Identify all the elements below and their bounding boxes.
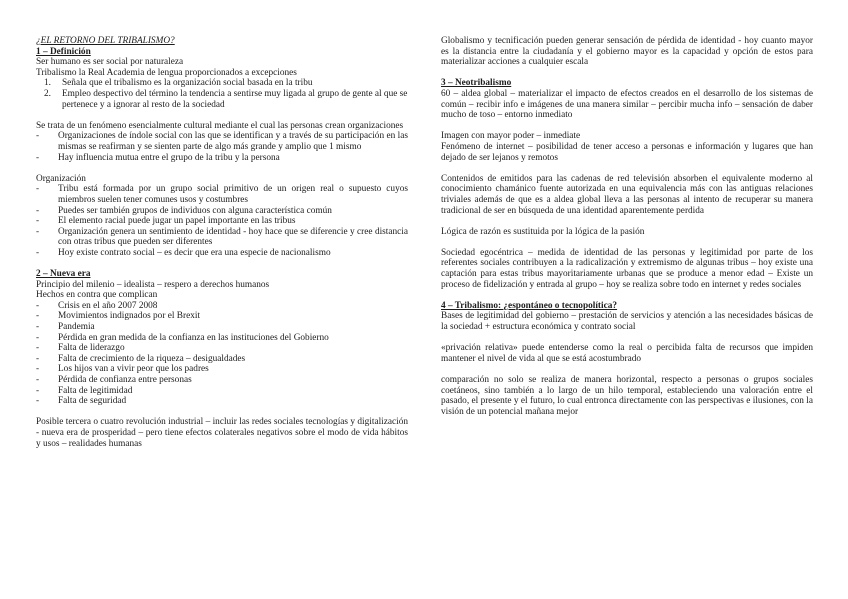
document-title: ¿EL RETORNO DEL TRIBALISMO?: [36, 36, 175, 46]
section-3-heading: 3 – Neotribalismo: [441, 78, 512, 89]
bullet-list: [36, 131, 408, 163]
text-line: Ser humano es ser social por naturaleza: [36, 57, 184, 68]
section-2-heading: 2 – Nueva era: [36, 269, 91, 280]
paragraph: Globalismo y tecnificación pueden generar sensación de pérdida de identidad - hoy cuanto mayor es la distancia entre la ciudadanía y el gobierno mayor es la capacidad y opción de estos para materializar acciones a cualquier escala: [441, 36, 813, 68]
paragraph: Fenómeno de internet – posibilidad de tener acceso a personas e información y lugares que han dejado de ser lejanos y remotos: [441, 141, 813, 163]
list-item: - Hoy existe contrato social – es decir que era una especie de nacionalismo: [36, 247, 331, 258]
paragraph: Contenidos de emitidos para las cadenas de red televisión absorben el equivalente moderno al conocimiento chamánico fuente autorizada en una equivalencia más con las antiguas relaciones triviales además de que es a aldea global lleva a las personas al intento de recuperar su manera tradicional de ser en búsqueda de una identidad aparentemente perdida: [441, 173, 813, 216]
list-item: - El elemento racial puede jugar un papel importante en las tribus: [36, 216, 296, 227]
list-item: - Los hijos van a vivir peor que los padres: [36, 364, 209, 375]
right-column: [441, 36, 813, 417]
paragraph: «privación relativa» puede entenderse como la real o percibida falta de recursos que impiden mantener el nivel de vida al que se está acostumbrado: [441, 343, 813, 364]
list-item: - Crisis en el año 2007 2008: [36, 300, 158, 311]
paragraph: comparación no solo se realiza de manera horizontal, respecto a personas o grupos sociales coetáneos, sino también a lo largo de un hilo temporal, estableciendo una valoración entre el pasado, el presente y el futuro, lo cual entronca directamente con las perspectivas e ilusiones, con la visión de un potencial mañana mejor: [441, 375, 813, 417]
list-item: 1. Señala que el tribalismo es la organización social basada en la tribu: [44, 78, 313, 89]
bullet-list: [36, 301, 408, 407]
text-line: Tribalismo la Real Academia de lengua proporcionados a excepciones: [36, 67, 297, 78]
section-1-heading: 1 – Definición: [36, 46, 91, 57]
subheading-organizacion: Organización: [36, 173, 86, 184]
paragraph: Sociedad egocéntrica – medida de identidad de las personas y legitimidad por parte de los referentes sociales contribuyen a la radicalización y extremismo de algunas tribus – hoy existe una captación para estas tribus mayoritariamente urbanas que se produce a menor edad – Existe un proceso de fidelización y entrada al grupo – hoy se realiza sobre todo en internet y redes sociales: [441, 247, 813, 290]
bullet-list: [36, 184, 408, 258]
numbered-list: [36, 78, 408, 110]
list-item: - Falta de liderazgo: [36, 343, 125, 354]
list-item: - Tribu está formada por un grupo social primitivo de un origen real o supuesto cuyos miembros suelen tener comunes usos y costumbres: [36, 184, 408, 205]
list-item: - Puedes ser también grupos de individuos con alguna característica común: [36, 205, 332, 216]
list-item: - Pérdida en gran medida de la confianza en las instituciones del Gobierno: [36, 332, 329, 343]
section-4-heading: 4 – Tribalismo: ¿espontáneo o tecnopolítica?: [441, 300, 618, 311]
list-item: 2. Empleo despectivo del término la tendencia a sentirse muy ligada al grupo de gente al que se pertenece y a ignorar al resto de la sociedad: [44, 88, 408, 110]
paragraph: 60 – aldea global – materializar el impacto de efectos creados en el desarrollo de los sistemas de común – recibir info e imágenes de una manera similar – percibir mucha info – sensación de daber mucho de toso – entorno inmediato: [441, 88, 813, 121]
list-item: - Falta de legitimidad: [36, 385, 133, 396]
paragraph: Se trata de un fenómeno esencialmente cultural mediante el cual las personas crean organizaciones: [36, 120, 404, 131]
list-item: - Pérdida de confianza entre personas: [36, 375, 192, 385]
paragraph: Bases de legitimidad del gobierno – prestación de servicios y atención a las necesidades básicas de la sociedad + estructura económica y contrato social: [441, 311, 813, 333]
list-item: - Falta de crecimiento de la riqueza – desigualdades: [36, 353, 246, 364]
list-item: - Pandemia: [36, 322, 95, 333]
list-item: - Organizaciones de índole social con las que se identifican y a través de su participación en las mismas se reafirman y se sienten parte de algo más grande y amplio que 1 mismo: [36, 131, 408, 152]
text-line: Principio del milenio – idealista – respero a derechos humanos: [36, 279, 270, 290]
text-line: Imagen con mayor poder – inmediate: [441, 131, 581, 142]
left-column: [36, 36, 408, 449]
text-line: Hechos en contra que complican: [36, 290, 158, 301]
list-item: - Movimientos indignados por el Brexit: [36, 311, 201, 322]
list-item: - Organización genera un sentimiento de identidad - hoy hace que se diferencie y cree distancia con otras tribus que pueden ser diferentes: [36, 226, 408, 248]
list-item: - Falta de seguridad: [36, 396, 127, 407]
paragraph: Posible tercera o cuatro revolución industrial – incluir las redes sociales tecnologías y digitalización - nueva era de prosperidad – pero tiene efectos colaterales negativos sobre el modo de vida hábitos y usos – realidades humanas: [36, 417, 408, 449]
list-item: - Hay influencia mutua entre el grupo de la tribu y la persona: [36, 152, 280, 163]
text-line: Lógica de razón es sustituida por la lógica de la pasión: [441, 226, 645, 237]
